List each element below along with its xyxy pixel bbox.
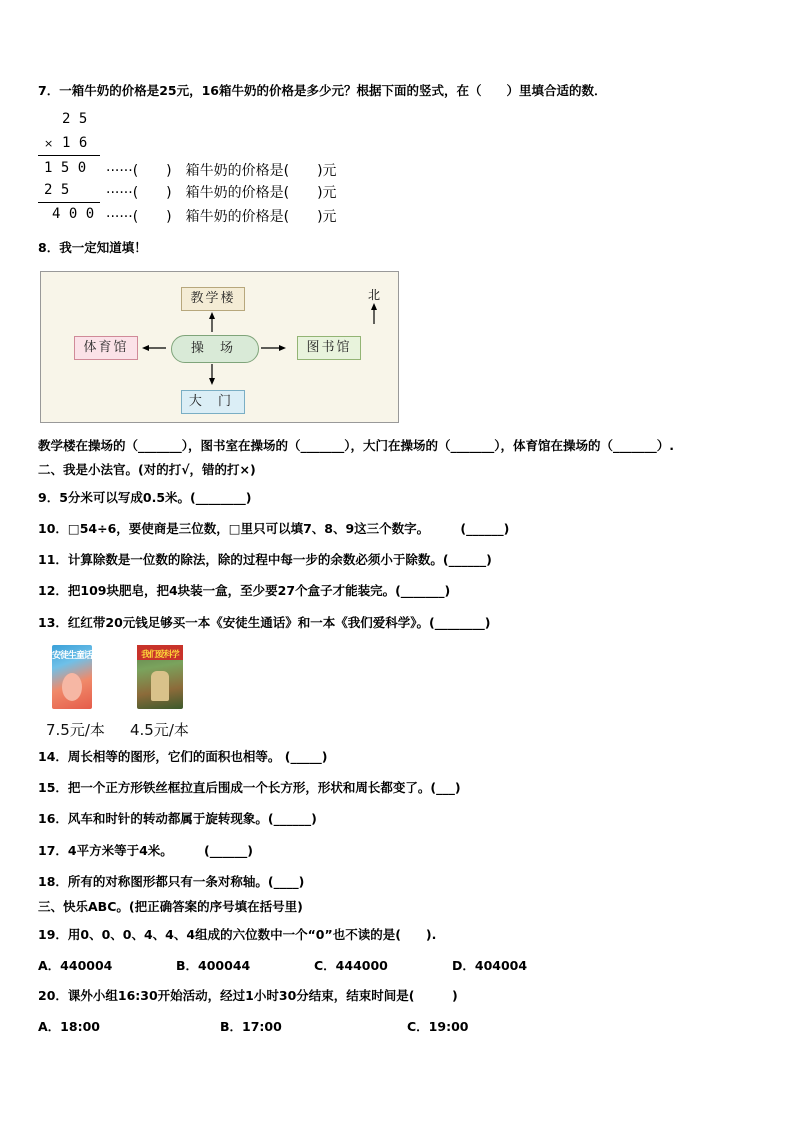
calc-multiplicand: 2 5 bbox=[62, 111, 88, 127]
map-teaching-building: 教学楼 bbox=[181, 287, 245, 311]
calc-row-3: ······( ) 箱牛奶的价格是( )元 bbox=[106, 209, 337, 225]
q20-text: 20．课外小组16:30开始活动，经过1小时30分结束，结束时间是( ) bbox=[38, 988, 458, 1003]
q19-option-d: D．404004 bbox=[452, 958, 528, 973]
calc-partial-1: 1 5 0 bbox=[44, 160, 87, 176]
map-gym: 体育馆 bbox=[74, 336, 138, 360]
q13: 13．红红带20元钱足够买一本《安徒生通话》和一本《我们爱科学》。(________) bbox=[38, 615, 491, 630]
q17: 17．4平方米等于4米。 (______) bbox=[38, 843, 253, 858]
q15: 15．把一个正方形铁丝框拉直后围成一个长方形，形状和周长都变了。(___) bbox=[38, 780, 461, 795]
book-andersen-figure bbox=[62, 673, 82, 701]
q9: 9．5分米可以写成0.5米。(________) bbox=[38, 490, 252, 505]
section-3-title: 三、快乐ABC。(把正确答案的序号填在括号里) bbox=[38, 899, 303, 914]
q8-text: 8．我一定知道填！ bbox=[38, 240, 147, 255]
q19-option-a: A．440004 bbox=[38, 958, 113, 973]
q18: 18．所有的对称图形都只有一条对称轴。(____) bbox=[38, 874, 305, 889]
q10: 10．□54÷6，要使商是三位数，□里只可以填7、8、9这三个数字。 (______) bbox=[38, 521, 510, 536]
q20-option-c: C．19:00 bbox=[407, 1019, 469, 1034]
calc-row-1: ······( ) 箱牛奶的价格是( )元 bbox=[106, 163, 337, 179]
book-science-price: 4.5元/本 bbox=[130, 721, 189, 739]
q14: 14．周长相等的图形，它们的面积也相等。 (_____) bbox=[38, 749, 328, 764]
q19-text: 19．用0、0、0、4、4、4组成的六位数中一个“0”也不读的是( ). bbox=[38, 927, 437, 942]
book-science-cover bbox=[137, 645, 183, 709]
calc-row-2: ······( ) 箱牛奶的价格是( )元 bbox=[106, 185, 337, 201]
section-2-title: 二、我是小法官。(对的打√，错的打×) bbox=[38, 462, 256, 477]
calc-partial-2: 2 5 bbox=[44, 182, 70, 198]
q12: 12．把109块肥皂，把4块装一盒，至少要27个盒子才能装完。(_______) bbox=[38, 583, 451, 598]
q16: 16．风车和时针的转动都属于旋转现象。(______) bbox=[38, 811, 317, 826]
q8-answer-line: 教学楼在操场的（_______），图书室在操场的（_______），大门在操场的（_______），体育馆在操场的（_______）. bbox=[38, 438, 675, 453]
q7-text: 7．一箱牛奶的价格是25元，16箱牛奶的价格是多少元？根据下面的竖式，在（ ）里填合适的数． bbox=[38, 83, 607, 98]
map-arrows bbox=[41, 272, 398, 422]
q19-option-b: B．400044 bbox=[176, 958, 251, 973]
map-gate: 大 门 bbox=[181, 390, 245, 414]
q19-option-c: C．444000 bbox=[314, 958, 388, 973]
map-playground: 操 场 bbox=[171, 335, 259, 363]
campus-map bbox=[40, 271, 399, 423]
book-andersen-price: 7.5元/本 bbox=[46, 721, 105, 739]
calc-rule-2 bbox=[38, 202, 100, 203]
book-andersen-cover bbox=[52, 645, 92, 709]
q20-option-b: B．17:00 bbox=[220, 1019, 282, 1034]
book-andersen-title: 安徒生童话 bbox=[52, 651, 93, 661]
q11: 11．计算除数是一位数的除法，除的过程中每一步的余数必须小于除数。(______) bbox=[38, 552, 492, 567]
calc-total: 4 0 0 bbox=[52, 206, 95, 222]
book-science-figure bbox=[151, 671, 169, 701]
map-library: 图书馆 bbox=[297, 336, 361, 360]
map-north-label: 北 bbox=[368, 288, 381, 302]
calc-multiplier: 1 6 bbox=[62, 135, 88, 151]
book-science-title: 我们爱科学 bbox=[137, 645, 183, 660]
calc-rule-1 bbox=[38, 155, 100, 156]
calc-times-sign: × bbox=[44, 137, 54, 150]
q20-option-a: A．18:00 bbox=[38, 1019, 100, 1034]
north-arrowhead-icon bbox=[371, 303, 377, 310]
